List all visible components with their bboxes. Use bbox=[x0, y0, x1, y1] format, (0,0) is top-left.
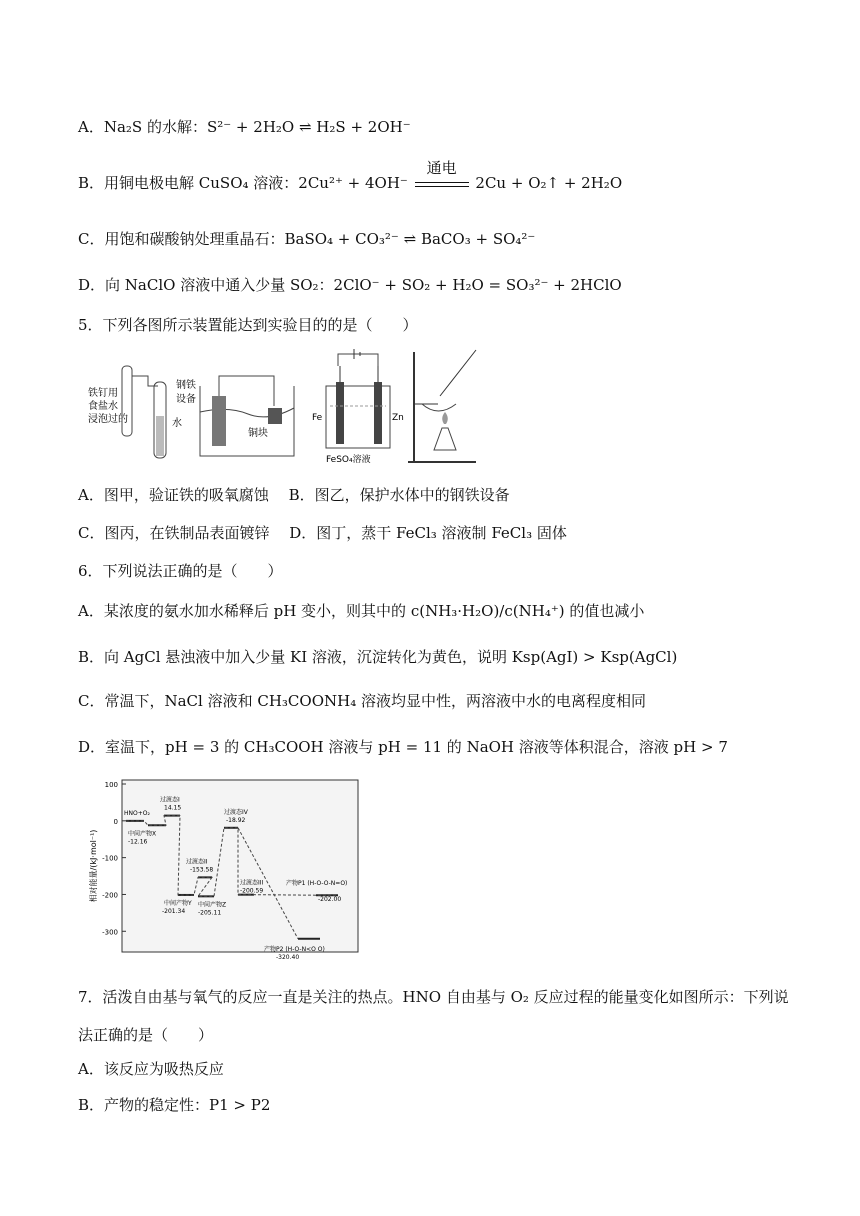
electrolysis-sign bbox=[415, 159, 469, 191]
chart-frame bbox=[122, 780, 358, 952]
yi-label-1: 钢铁 bbox=[176, 380, 196, 391]
y-tick-label: -100 bbox=[102, 854, 118, 863]
option-c-equation: C．用饱和碳酸钠处理重晶石：BaSO₄ + CO₃²⁻ ⇌ BaCO₃ + SO₄²⁻ bbox=[78, 230, 536, 248]
option-b-suffix: 2Cu + O₂↑ + 2H₂O bbox=[475, 174, 623, 192]
value-label: -201.34 bbox=[162, 907, 186, 915]
value-label: -320.40 bbox=[276, 953, 300, 961]
point-name-label: 中间产物X bbox=[128, 830, 157, 838]
question-7-line-2: 法正确的是（ ） bbox=[78, 1026, 214, 1044]
y-tick-label: 0 bbox=[113, 817, 118, 826]
option-b-equation bbox=[78, 159, 623, 194]
question-7-line-1: 7．活泼自由基与氧气的反应一直是关注的热点。HNO 自由基与 O₂ 反应过程的能量变化如图所示：下列说 bbox=[78, 988, 789, 1006]
question-7-option-b: B．产物的稳定性：P1 > P2 bbox=[78, 1096, 271, 1114]
option-b-prefix: B．用铜电极电解 CuSO₄ 溶液：2Cu²⁺ + 4OH⁻ bbox=[78, 174, 408, 192]
experiment-apparatus-figures bbox=[88, 346, 478, 468]
question-5-options-cd: C．图丙，在铁制品表面镀锌 D．图丁，蒸干 FeCl₃ 溶液制 FeCl₃ 固体 bbox=[78, 524, 567, 542]
point-name-label: 过渡态I bbox=[160, 796, 180, 804]
question-6-option-b: B．向 AgCl 悬浊液中加入少量 KI 溶液，沉淀转化为黄色，说明 Ksp(AgI) > Ksp(AgCl) bbox=[78, 648, 678, 666]
y-axis-label: 相对能量/(kJ·mol⁻¹) bbox=[89, 829, 98, 903]
y-tick-label: -200 bbox=[102, 891, 118, 900]
question-6: 6．下列说法正确的是（ ） bbox=[78, 562, 283, 580]
electrolysis-condition: 通电 bbox=[426, 159, 457, 177]
point-name-label: 产物P1 (H-O-O-N=O) bbox=[286, 880, 348, 888]
bing-zn-label: Zn bbox=[392, 413, 404, 423]
point-name-label: 过渡态IV bbox=[224, 808, 248, 816]
option-a-equation: A．Na₂S 的水解：S²⁻ + 2H₂O ⇌ H₂S + 2OH⁻ bbox=[78, 118, 411, 136]
figure-ding bbox=[408, 350, 476, 462]
figure-yi bbox=[176, 376, 294, 456]
option-d-equation: D．向 NaClO 溶液中通入少量 SO₂：2ClO⁻ + SO₂ + H₂O = SO₃²⁻ + 2HClO bbox=[78, 276, 622, 294]
value-label: 14.15 bbox=[164, 804, 182, 812]
jia-water-label: 水 bbox=[172, 418, 182, 429]
figure-jia bbox=[88, 366, 182, 458]
question-7-option-a: A．该反应为吸热反应 bbox=[78, 1060, 224, 1078]
jia-label-3: 浸泡过的 bbox=[88, 414, 128, 425]
question-6-option-a: A．某浓度的氨水加水稀释后 pH 变小，则其中的 c(NH₃·H₂O)/c(NH₄⁺) 的值也减小 bbox=[78, 602, 645, 620]
y-tick-label: 100 bbox=[104, 781, 118, 789]
point-name-label: HNO+O₂ bbox=[124, 809, 150, 817]
value-label: -12.16 bbox=[128, 838, 148, 846]
question-5: 5．下列各图所示装置能达到实验目的的是（ ） bbox=[78, 316, 418, 334]
point-name-label: 过渡态II bbox=[186, 858, 208, 866]
value-label: -202.00 bbox=[318, 896, 342, 904]
point-name-label: 中间产物Z bbox=[198, 901, 227, 909]
value-label: -153.58 bbox=[190, 866, 214, 874]
bing-fe-label: Fe bbox=[312, 413, 323, 423]
figure-bing bbox=[312, 349, 404, 465]
point-name-label: 过渡态III bbox=[240, 879, 264, 887]
question-6-option-d: D．室温下，pH = 3 的 CH₃COOH 溶液与 pH = 11 的 NaOH 溶液等体积混合，溶液 pH > 7 bbox=[78, 738, 728, 756]
question-5-options-ab: A．图甲，验证铁的吸氧腐蚀 B．图乙，保护水体中的钢铁设备 bbox=[78, 486, 510, 504]
bing-solution-label: FeSO₄溶液 bbox=[326, 455, 371, 465]
energy-profile-chart bbox=[86, 776, 364, 962]
value-label: -200.59 bbox=[240, 887, 264, 895]
question-6-option-c: C．常温下，NaCl 溶液和 CH₃COONH₄ 溶液均显中性，两溶液中水的电离程度相同 bbox=[78, 692, 646, 710]
value-label: -18.92 bbox=[226, 816, 246, 824]
yi-label-2: 设备 bbox=[176, 394, 196, 405]
point-name-label: 产物P2 (H-O-N<O O) bbox=[264, 945, 325, 953]
jia-label-2: 食盐水 bbox=[88, 401, 118, 412]
point-name-label: 中间产物Y bbox=[164, 899, 192, 907]
value-label: -205.11 bbox=[198, 909, 222, 917]
yi-block-label: 铜块 bbox=[248, 428, 268, 439]
jia-label-1: 铁钉用 bbox=[88, 388, 118, 399]
y-tick-label: -300 bbox=[102, 928, 118, 937]
